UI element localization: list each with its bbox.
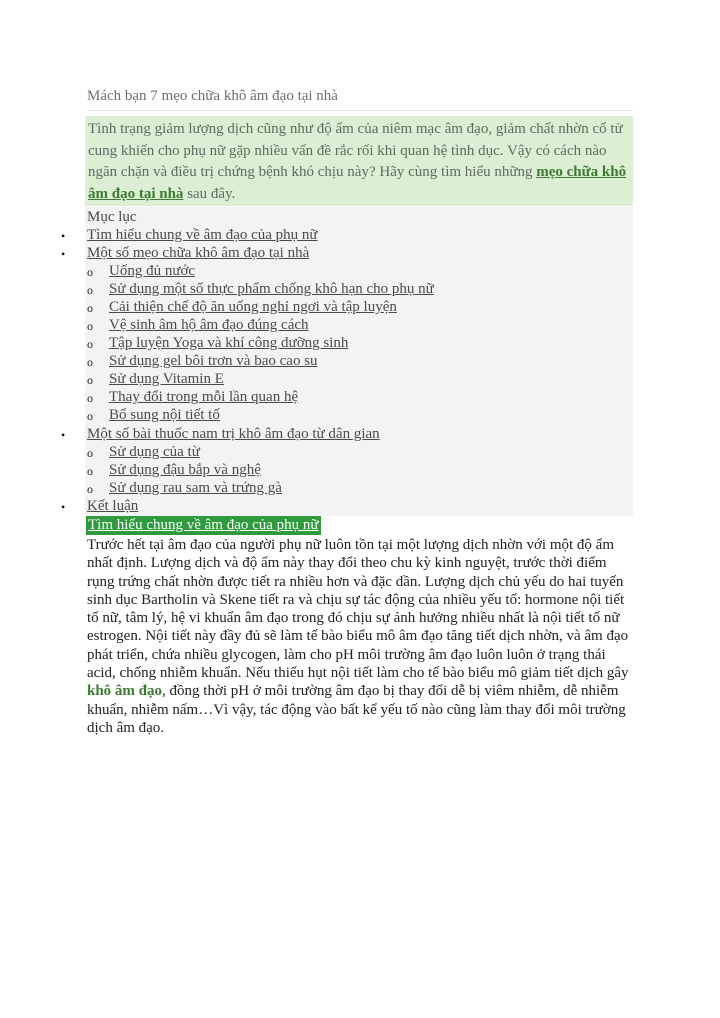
toc-subitem[interactable]: Sử dụng của từ (109, 444, 200, 460)
toc-subitem[interactable]: Thay đổi trong mỗi lần quan hệ (109, 389, 299, 405)
body-text-end: , đồng thời pH ở môi trường âm đạo bị thay đổi dễ bị viêm nhiễm, dễ nhiễm khuẩn, nhiễm nấm…Vì vậy, tác động vào bất kể yếu tố nào cũng làm thay đổi môi trường dịch âm đạo. (87, 683, 626, 736)
toc-subitem[interactable]: Sử dụng Vitamin E (109, 371, 224, 387)
sub-bullet-icon: o (87, 337, 93, 351)
intro-keyword-link[interactable]: mẹo chữa khô âm đạo tại nhà (88, 164, 627, 202)
toc-subitem[interactable]: Bổ sung nội tiết tố (109, 407, 220, 423)
toc-subitem[interactable]: Sử dụng rau sam và trứng gà (109, 480, 282, 496)
section-body (87, 536, 635, 737)
toc-item-folk-remedies[interactable]: Một số bài thuốc nam trị khô âm đạo từ dân gian (87, 426, 380, 442)
bullet-icon: • (61, 428, 66, 442)
intro-box (85, 116, 633, 206)
toc-subitem[interactable]: Sử dụng gel bôi trơn và bao cao su (109, 353, 318, 369)
sub-bullet-icon: o (87, 301, 93, 315)
toc-subitem[interactable]: Sử dụng một số thực phẩm chống khô hạn cho phụ nữ (109, 281, 434, 297)
body-text: Trước hết tại âm đạo của người phụ nữ luôn tồn tại một lượng dịch nhờn với một độ ẩm nhất định. Lượng dịch và độ ẩm này thay đổi theo chu kỳ kinh nguyệt, trước thời điểm rụng trứng chất nhờn được tiết ra nhiều hơn và đặc dần. Lượng dịch chủ yếu do hai tuyến sinh dục Bartholin và Skene tiết ra và chịu sự tác động của nhiều yếu tố: hormone nội tiết tố nữ, tâm lý, hệ vi khuẩn âm đạo trong đó chịu sự ảnh hưởng nhiều nhất là nội tiết tố nữ estrogen. Nội tiết này đầy đủ sẽ làm tế bào biểu mô âm đạo tăng tiết dịch nhờn, và âm đạo phát triển, chứa nhiều glycogen, làm cho pH môi trường âm đạo luôn luôn ở trạng thái acid, chống nhiễm khuẩn. Nếu thiếu hụt nội tiết làm cho tế bào biểu mô giảm tiết dịch gây (87, 537, 629, 682)
section-heading: Tìm hiểu chung về âm đạo của phụ nữ (88, 517, 319, 533)
toc-subitem[interactable]: Cải thiện chế độ ăn uống nghỉ ngơi và tập luyện (109, 299, 397, 315)
sub-bullet-icon: o (87, 482, 93, 496)
toc-subitem[interactable]: Uống đủ nước (109, 263, 196, 279)
bullet-icon: • (61, 500, 66, 514)
body-keyword-link[interactable]: khô âm đạo (87, 683, 163, 700)
sub-bullet-icon: o (87, 464, 93, 478)
sub-bullet-icon: o (87, 409, 93, 423)
toc-subitem[interactable]: Tập luyện Yoga và khí công dưỡng sinh (109, 335, 349, 351)
bullet-icon: • (61, 247, 66, 261)
sub-bullet-icon: o (87, 283, 93, 297)
sub-bullet-icon: o (87, 446, 93, 460)
sub-bullet-icon: o (87, 391, 93, 405)
toc-subitem[interactable]: Vệ sinh âm hộ âm đạo đúng cách (109, 317, 309, 333)
sub-bullet-icon: o (87, 265, 93, 279)
article-title: Mách bạn 7 mẹo chữa khô âm đạo tại nhà (87, 86, 633, 111)
bullet-icon: • (61, 229, 66, 243)
intro-text-end: sau đây. (183, 185, 236, 202)
sub-bullet-icon: o (87, 319, 93, 333)
toc-item-conclusion[interactable]: Kết luận (87, 498, 139, 514)
toc-item-home-remedies[interactable]: Một số mẹo chữa khô âm đạo tại nhà (87, 245, 310, 261)
toc-item-overview[interactable]: Tìm hiểu chung về âm đạo của phụ nữ (87, 227, 318, 243)
toc-subitem[interactable]: Sử dụng đậu bắp và nghệ (109, 462, 261, 478)
intro-text: Tình trạng giảm lượng dịch cũng như độ ẩm của niêm mạc âm đạo, giảm chất nhờn cổ tử cung khiến cho phụ nữ gặp nhiều vấn đề rắc rối khi quan hệ tình dục. Vậy có cách nào ngăn chặn và điều trị chứng bệnh khó chịu này? Hãy cùng tìm hiểu những (88, 121, 623, 180)
sub-bullet-icon: o (87, 355, 93, 369)
toc-heading: Mục lục (87, 209, 137, 225)
sub-bullet-icon: o (87, 373, 93, 387)
